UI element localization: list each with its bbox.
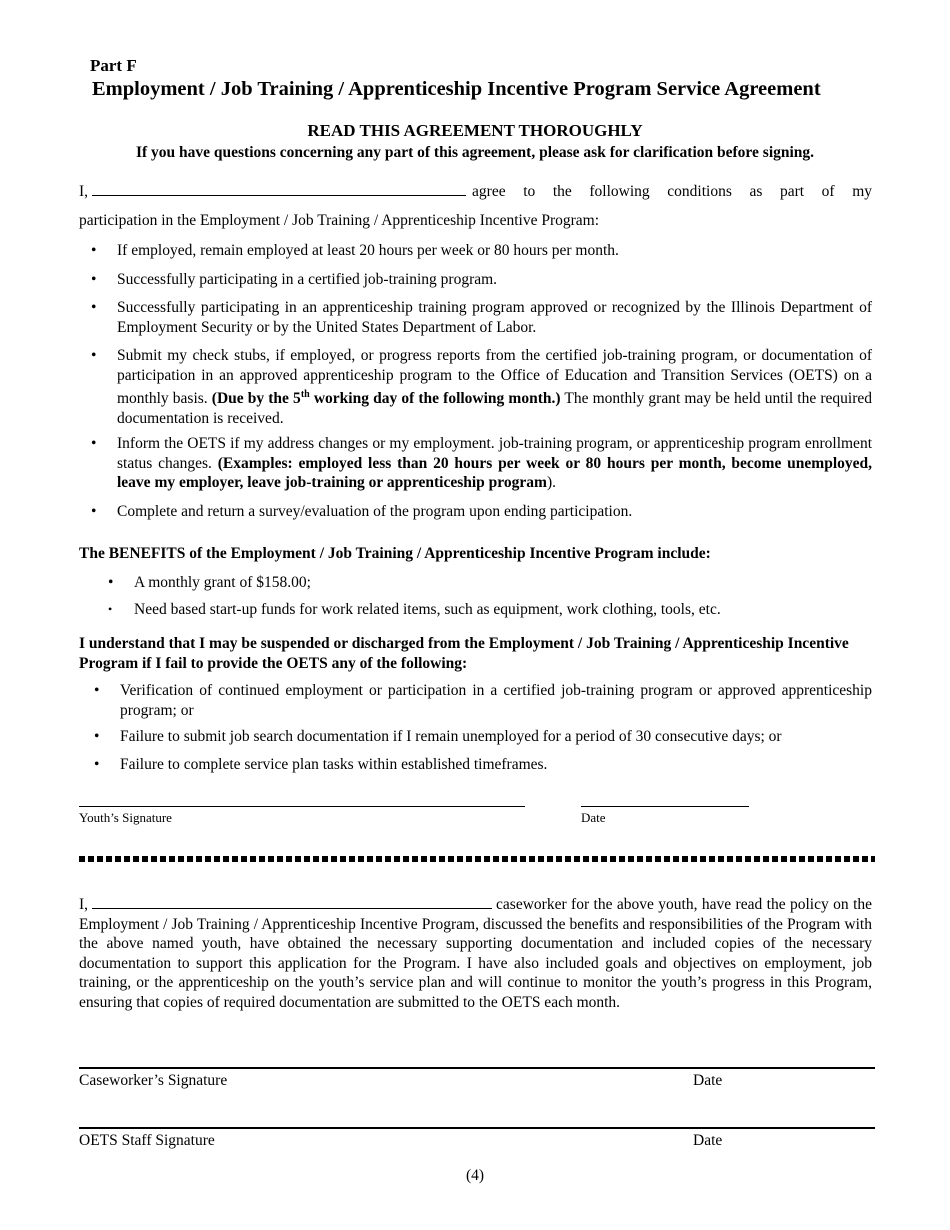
youth-date-line[interactable] [581, 806, 749, 807]
list-item-text: If employed, remain employed at least 20 hours per week or 80 hours per month. [117, 242, 619, 259]
intro-word: agree [472, 183, 506, 200]
due-date-text: (Due by the 5 [211, 390, 301, 408]
intro-word: my [852, 183, 872, 200]
dashed-divider [79, 856, 875, 862]
intro-line [79, 181, 872, 202]
examples-note: (Examples: employed less than 20 hours per week or 80 hours per month, become unemployed, leave my employer, leave job-training or apprenticeship program [117, 454, 872, 491]
caseworker-text: caseworker for the above youth, have read the policy on the Employment / Job Training / Apprenticeship Incentive Program, discussed the benefits and responsibilities of the Program with the above named youth, have obtained the necessary supporting documentation and included copies of the necessary documentation to support this application for the Program. I have also included goals and objectives on employment, job training, or the apprenticeship on the youth’s service plan and will continue to monitor the youth’s progress in this Program, ensuring that copies of required documentation are submitted to the OETS each month. [79, 896, 872, 1011]
bullet-icon: • [108, 574, 114, 591]
list-item [108, 573, 874, 593]
intro-word: following [589, 183, 650, 200]
caseworker-date-label: Date [693, 1072, 723, 1089]
part-label: Part F [90, 56, 137, 75]
list-item-text: Need based start-up funds for work related items, such as equipment, work clothing, tools, etc. [134, 601, 721, 618]
list-item [94, 727, 872, 747]
list-item [91, 346, 872, 428]
oets-signature-label: OETS Staff Signature [79, 1132, 215, 1149]
youth-signature-label: Youth’s Signature [79, 810, 172, 825]
bullet-icon: • [91, 271, 97, 288]
caseworker-i: I, [79, 896, 89, 913]
bullet-icon: • [91, 242, 97, 259]
list-item [91, 270, 872, 290]
intro-line-2: participation in the Employment / Job Training / Apprenticeship Incentive Program: [79, 212, 600, 229]
page-title: Employment / Job Training / Apprenticeship Incentive Program Service Agreement [92, 78, 821, 100]
list-item-text: Failure to submit job search documentation if I remain unemployed for a period of 30 consecutive days; or [120, 728, 782, 745]
intro-words [472, 182, 872, 202]
name-blank-field[interactable] [92, 181, 466, 196]
caseworker-signature-label: Caseworker’s Signature [79, 1072, 228, 1089]
list-item-text: A monthly grant of $158.00; [134, 574, 311, 591]
intro-word: conditions [667, 183, 732, 200]
list-item-text: Verification of continued employment or participation in a certified job-training program or approved apprenticeship program; or [120, 682, 872, 719]
bullet-icon: • [94, 682, 100, 699]
bullet-icon: • [91, 503, 97, 520]
page-number: (4) [465, 1167, 485, 1184]
caseworker-paragraph [79, 895, 872, 1012]
list-item [91, 298, 872, 337]
list-item [91, 434, 872, 493]
bullet-icon: • [108, 602, 113, 616]
intro-word: of [821, 183, 835, 200]
list-item-text: Failure to complete service plan tasks within established timeframes. [120, 756, 548, 773]
bullet-icon: • [91, 435, 97, 452]
list-item-text: Submit my check stubs, if employed, or progress reports from the certified job-training program, or documentation of participation in an approved apprenticeship program to the Office of Education and Transition Services (OETS) on a monthly basis. [117, 347, 872, 408]
read-notice: READ THIS AGREEMENT THOROUGHLY [307, 121, 643, 140]
superscript: th [300, 389, 310, 400]
list-item-text: Complete and return a survey/evaluation of the program upon ending participation. [117, 503, 633, 520]
youth-date-label: Date [581, 810, 606, 825]
list-item [94, 681, 872, 720]
list-item-text: ). [546, 474, 556, 491]
oets-signature-line[interactable] [79, 1127, 875, 1129]
list-item [91, 502, 872, 522]
bullet-icon: • [91, 299, 97, 316]
list-item-text: Inform the OETS if my address changes or my employment. job-training program, or apprenticeship program enrollment status changes. [117, 435, 872, 472]
benefits-heading: The BENEFITS of the Employment / Job Training / Apprenticeship Incentive Program include: [79, 545, 711, 562]
caseworker-signature-line[interactable] [79, 1067, 875, 1069]
due-date-note [212, 390, 561, 407]
intro-i: I, [79, 183, 89, 200]
questions-notice: If you have questions concerning any part of this agreement, please ask for clarification before signing. [135, 144, 815, 161]
intro-word: the [552, 183, 572, 200]
intro-word: part [779, 183, 805, 200]
intro-word: to [523, 183, 536, 200]
oets-date-label: Date [693, 1132, 723, 1149]
list-item-text: Successfully participating in a certified job-training program. [117, 271, 498, 288]
list-item-text: The monthly grant may be held until the required documentation is received. [117, 390, 872, 427]
bullet-icon: • [91, 347, 97, 364]
list-item-text: Successfully participating in an apprenticeship training program approved or recognized by the Illinois Department of Employment Security or by the United States Department of Labor. [117, 299, 872, 336]
bullet-icon: • [94, 756, 100, 773]
youth-signature-line[interactable] [79, 806, 525, 807]
list-item [108, 600, 874, 620]
list-item [94, 755, 872, 775]
caseworker-name-blank[interactable] [92, 895, 492, 909]
suspension-heading: I understand that I may be suspended or discharged from the Employment / Job Training / Apprenticeship Incentive Program if I fail to provide the OETS any of the following: [79, 635, 849, 672]
list-item [91, 241, 872, 261]
bullet-icon: • [94, 728, 100, 745]
due-date-text: working day of the following month.) [309, 390, 561, 408]
intro-word: as [749, 183, 763, 200]
